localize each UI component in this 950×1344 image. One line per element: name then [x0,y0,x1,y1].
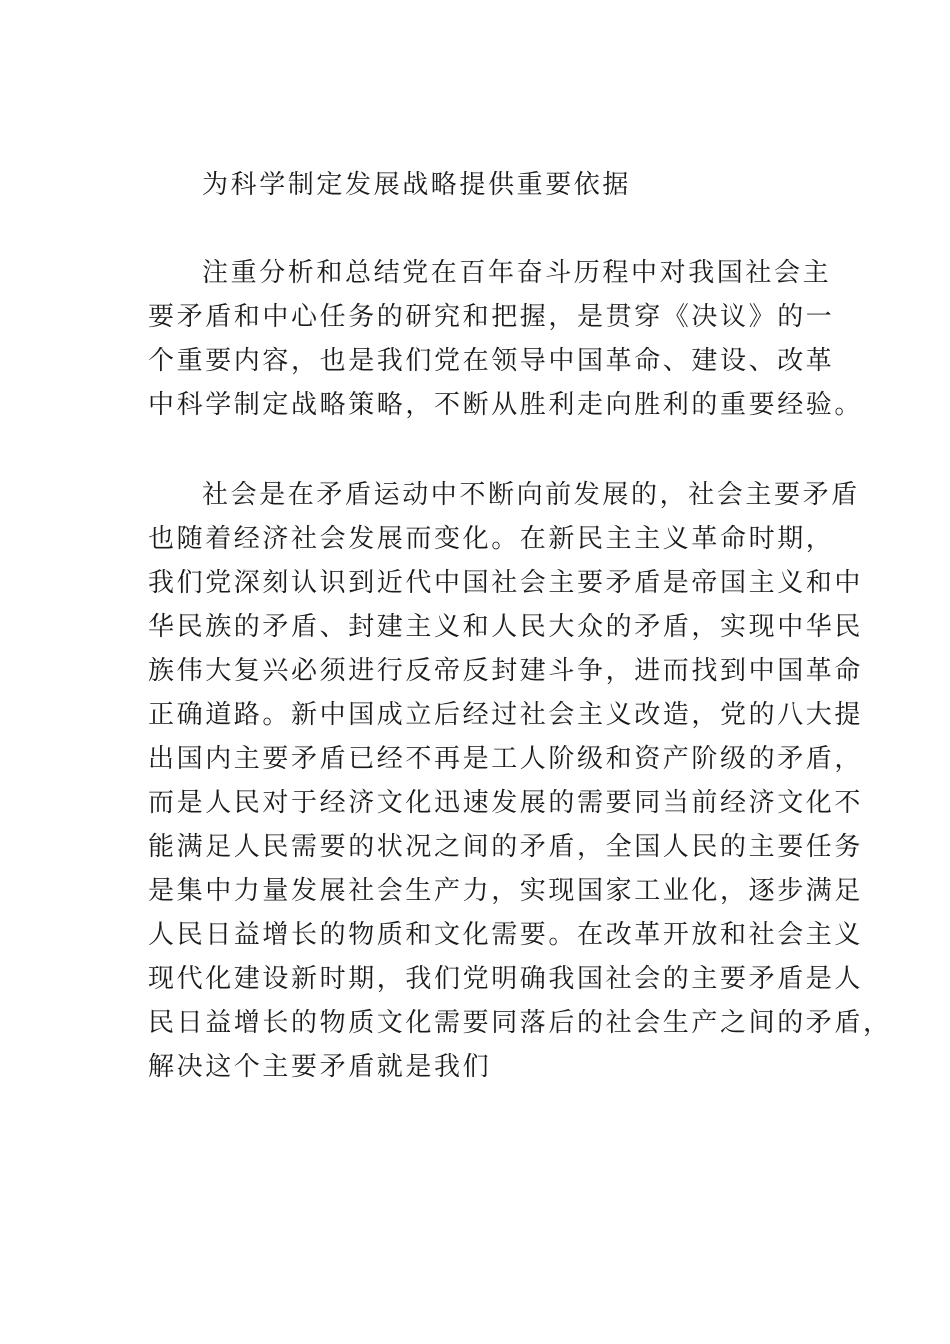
paragraph-line: 族伟大复兴必须进行反帝反封建斗争，进而找到中国革命 [148,656,864,686]
paragraph-line: 出国内主要矛盾已经不再是工人阶级和资产阶级的矛盾， [148,744,864,774]
paragraph-line: 人民日益增长的物质和文化需要。在改革开放和社会主义 [148,920,864,950]
paragraph-line: 民日益增长的物质文化需要同落后的社会生产之间的矛盾， [148,1008,892,1038]
section-heading: 为科学制定发展战略提供重要依据 [202,170,632,200]
paragraph-line: 注重分析和总结党在百年奋斗历程中对我国社会主 [202,258,832,288]
paragraph-line: 社会是在矛盾运动中不断向前发展的，社会主要矛盾 [202,480,860,510]
paragraph-line: 我们党深刻认识到近代中国社会主要矛盾是帝国主义和中 [148,568,864,598]
paragraph-line: 是集中力量发展社会生产力，实现国家工业化，逐步满足 [148,876,864,906]
paragraph-line: 解决这个主要矛盾就是我们 [148,1052,492,1082]
paragraph-line: 华民族的矛盾、封建主义和人民大众的矛盾，实现中华民 [148,612,864,642]
paragraph-line: 要矛盾和中心任务的研究和把握，是贯穿《决议》的一 [148,302,835,332]
paragraph-line: 能满足人民需要的状况之间的矛盾，全国人民的主要任务 [148,832,864,862]
paragraph-line: 正确道路。新中国成立后经过社会主义改造，党的八大提 [148,700,864,730]
paragraph-line: 中科学制定战略策略，不断从胜利走向胜利的重要经验。 [148,390,864,420]
paragraph-line: 而是人民对于经济文化迅速发展的需要同当前经济文化不 [148,788,864,818]
paragraph-line: 个重要内容，也是我们党在领导中国革命、建设、改革 [148,346,835,376]
paragraph-line: 现代化建设新时期，我们党明确我国社会的主要矛盾是人 [148,964,864,994]
paragraph-line: 也随着经济社会发展而变化。在新民主主义革命时期， [148,524,835,554]
